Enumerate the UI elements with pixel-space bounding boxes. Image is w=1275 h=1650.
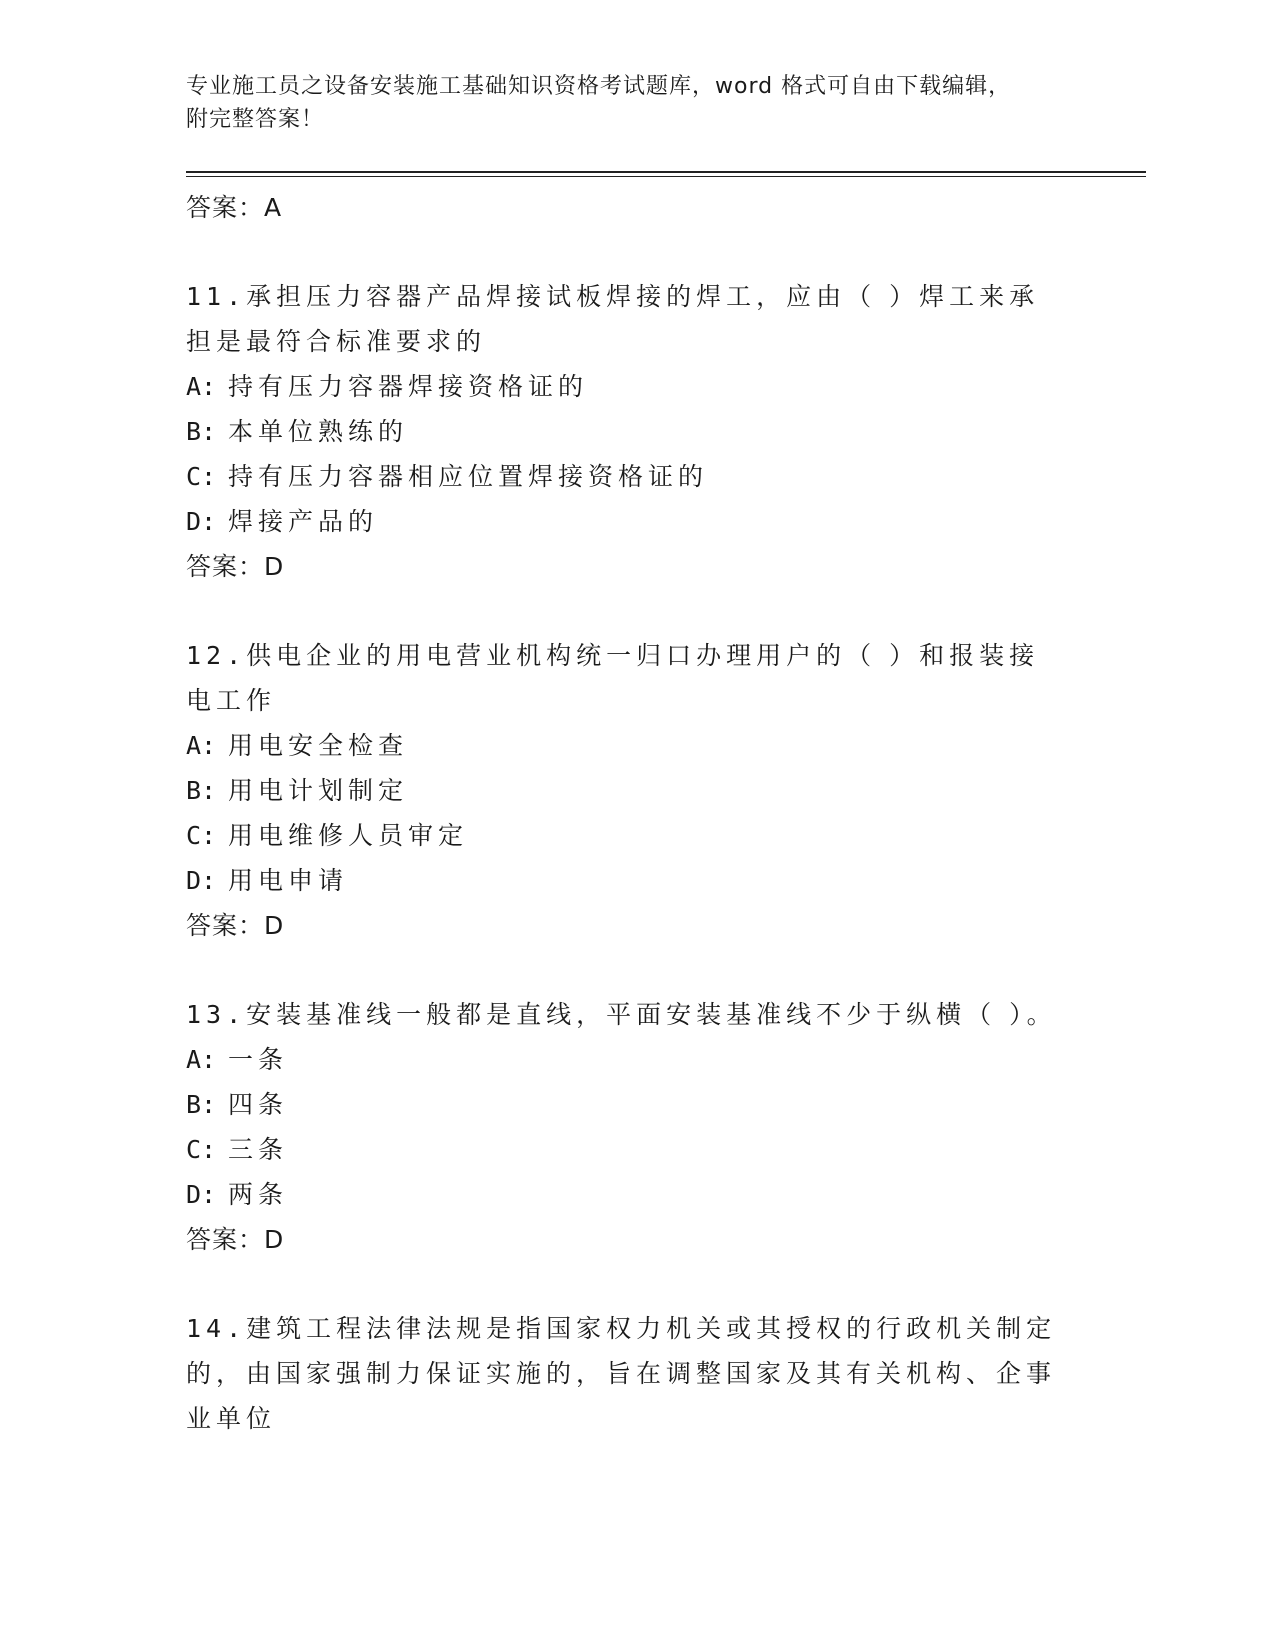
option-text: 持有压力容器焊接资格证的 <box>228 372 589 401</box>
option-d <box>186 499 1146 544</box>
option-b <box>186 409 1146 454</box>
option-d <box>186 858 1146 903</box>
header-line-2: 附完整答案！ <box>186 107 325 132</box>
question-number: 14. <box>186 1314 247 1343</box>
header-line-1: 专业施工员之设备安装施工基础知识资格考试题库，word 格式可自由下载编辑， <box>186 74 1012 99</box>
option-text: 用电申请 <box>228 866 349 895</box>
option-text: 四条 <box>228 1090 289 1119</box>
option-text: 一条 <box>228 1045 289 1074</box>
question-stem <box>186 992 1066 1037</box>
answer-previous: 答案：A <box>186 193 283 222</box>
option-letter: A: <box>186 731 217 760</box>
option-letter: B: <box>186 1090 217 1119</box>
option-letter: D: <box>186 1180 217 1209</box>
question-14 <box>186 1306 1146 1441</box>
option-letter: B: <box>186 776 217 805</box>
question-text: 供电企业的用电营业机构统一归口办理用户的（ ）和报装接电工作 <box>186 641 1040 715</box>
option-letter: A: <box>186 372 217 401</box>
question-text: 安装基准线一般都是直线，平面安装基准线不少于纵横（ ）。 <box>246 1000 1057 1029</box>
question-text: 承担压力容器产品焊接试板焊接的焊工，应由（ ）焊工来承担是最符合标准要求的 <box>186 282 1040 356</box>
option-letter: D: <box>186 866 217 895</box>
option-text: 焊接产品的 <box>228 507 379 536</box>
question-12 <box>186 633 1146 948</box>
option-a <box>186 1037 1146 1082</box>
document-header <box>186 70 1066 136</box>
question-text: 建筑工程法律法规是指国家权力机关或其授权的行政机关制定的，由国家强制力保证实施的，旨在调整国家及其有关机构、企事业单位 <box>186 1314 1057 1433</box>
option-b <box>186 768 1146 813</box>
option-a <box>186 364 1146 409</box>
document-page <box>186 70 1146 1441</box>
option-letter: C: <box>186 1135 217 1164</box>
option-letter: C: <box>186 821 217 850</box>
option-text: 用电安全检查 <box>228 731 409 760</box>
option-text: 用电维修人员审定 <box>228 821 469 850</box>
option-letter: C: <box>186 462 217 491</box>
question-answer: 答案：D <box>186 552 285 581</box>
option-letter: B: <box>186 417 217 446</box>
option-text: 持有压力容器相应位置焊接资格证的 <box>228 462 709 491</box>
option-d <box>186 1172 1146 1217</box>
question-stem <box>186 633 1066 723</box>
option-c <box>186 454 1146 499</box>
question-number: 12. <box>186 641 247 670</box>
option-text: 本单位熟练的 <box>228 417 409 446</box>
option-text: 三条 <box>228 1135 289 1164</box>
option-letter: D: <box>186 507 217 536</box>
option-b <box>186 1082 1146 1127</box>
question-answer: 答案：D <box>186 1225 285 1254</box>
option-a <box>186 723 1146 768</box>
question-stem <box>186 1306 1066 1441</box>
option-letter: A: <box>186 1045 217 1074</box>
question-11 <box>186 274 1146 589</box>
question-number: 13. <box>186 1000 247 1029</box>
header-divider <box>186 171 1146 177</box>
question-13 <box>186 992 1146 1262</box>
question-answer: 答案：D <box>186 911 285 940</box>
option-text: 用电计划制定 <box>228 776 409 805</box>
option-c <box>186 1127 1146 1172</box>
question-number: 11. <box>186 282 247 311</box>
option-c <box>186 813 1146 858</box>
question-stem <box>186 274 1066 364</box>
option-text: 两条 <box>228 1180 289 1209</box>
